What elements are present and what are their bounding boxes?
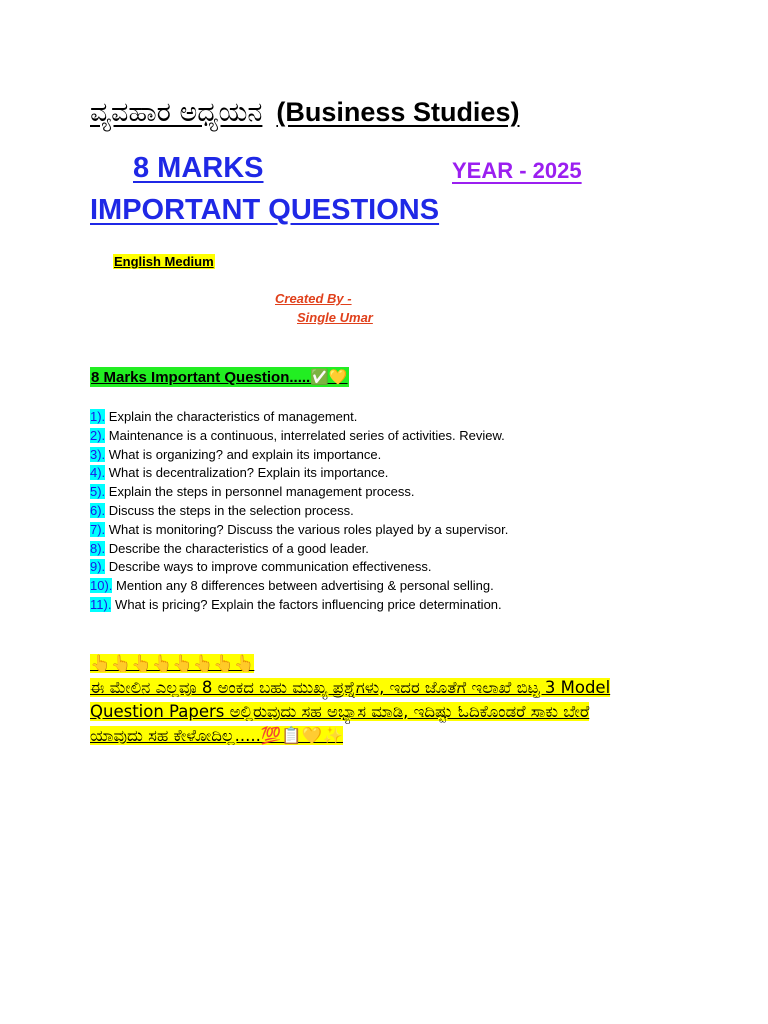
question-number: 10). (90, 578, 113, 594)
question-number: 3). (90, 446, 106, 462)
question-number: 1). (90, 409, 106, 424)
created-by-label: Created By - (275, 291, 352, 306)
closing-line-3: ಯಾವುದು ಸಹ ಕೇಳೋದಿಲ್ಲ.....💯📋💛✨ (90, 726, 343, 745)
question-item (90, 408, 508, 427)
question-item (90, 596, 508, 615)
question-number: 2). (90, 427, 106, 443)
question-number: 4). (90, 465, 106, 481)
medium-label: English Medium (114, 254, 214, 269)
question-number: 5). (90, 484, 106, 500)
title-kannada: ವ್ಯವಹಾರ ಅಧ್ಯಯನ (90, 97, 263, 128)
question-item (90, 502, 508, 521)
pointing-up-emojis: 👆👆👆👆👆👆👆👆 (90, 654, 255, 673)
question-number: 7). (90, 521, 106, 537)
section-heading: 8 Marks Important Question.....✅💛 (91, 369, 348, 386)
question-text: Describe ways to improve communication effectiveness. (105, 559, 432, 575)
question-text: What is pricing? Explain the factors influencing price determination. (111, 596, 502, 612)
question-number: 9). (90, 559, 106, 575)
closing-note (90, 652, 690, 748)
question-text: What is decentralization? Explain its importance. (105, 465, 389, 481)
question-text: Maintenance is a continuous, interrelated series of activities. Review. (105, 427, 505, 443)
important-questions-heading: IMPORTANT QUESTIONS (90, 194, 440, 226)
question-text: Mention any 8 differences between advertising & personal selling. (112, 578, 494, 594)
question-text: Describe the characteristics of a good leader. (105, 540, 369, 556)
question-text: Discuss the steps in the selection process. (105, 502, 354, 518)
year-heading: YEAR - 2025 (452, 158, 582, 183)
question-item (90, 558, 508, 577)
question-item (90, 540, 508, 559)
question-number: 11). (90, 596, 112, 612)
closing-line-2: Question Papers ಅಲ್ಲಿರುವುದು ಸಹ ಅಭ್ಯಾಸ ಮಾಡಿ, ಇದಿಷ್ಟು ಓದಿಕೊಂಡರೆ ಸಾಕು ಬೇರೆ (90, 702, 590, 721)
question-text: What is monitoring? Discuss the various roles played by a supervisor. (105, 521, 509, 537)
question-text: What is organizing? and explain its importance. (105, 446, 382, 462)
question-list (90, 408, 508, 615)
question-number: 6). (90, 502, 106, 518)
page-title (90, 92, 519, 133)
closing-line-1: ಈ ಮೇಲಿನ ಎಲ್ಲವೂ 8 ಅಂಕದ ಬಹು ಮುಖ್ಯ ಪ್ರಶ್ನೆಗಳು, ಇದರ ಜೊತೆಗೆ ಇಲಾಖೆ ಬಿಟ್ಟ 3 Model (90, 678, 611, 697)
question-text: Explain the steps in personnel management process. (105, 484, 415, 500)
question-item (90, 521, 508, 540)
question-number: 8). (90, 540, 106, 556)
marks-heading: 8 MARKS (133, 152, 264, 184)
title-english: (Business Studies) (276, 97, 520, 127)
question-item (90, 427, 508, 446)
question-item (90, 577, 508, 596)
question-item (90, 464, 508, 483)
author-name: Single Umar (297, 310, 373, 325)
question-item (90, 483, 508, 502)
question-item (90, 446, 508, 465)
question-text: Explain the characteristics of management. (105, 409, 358, 424)
